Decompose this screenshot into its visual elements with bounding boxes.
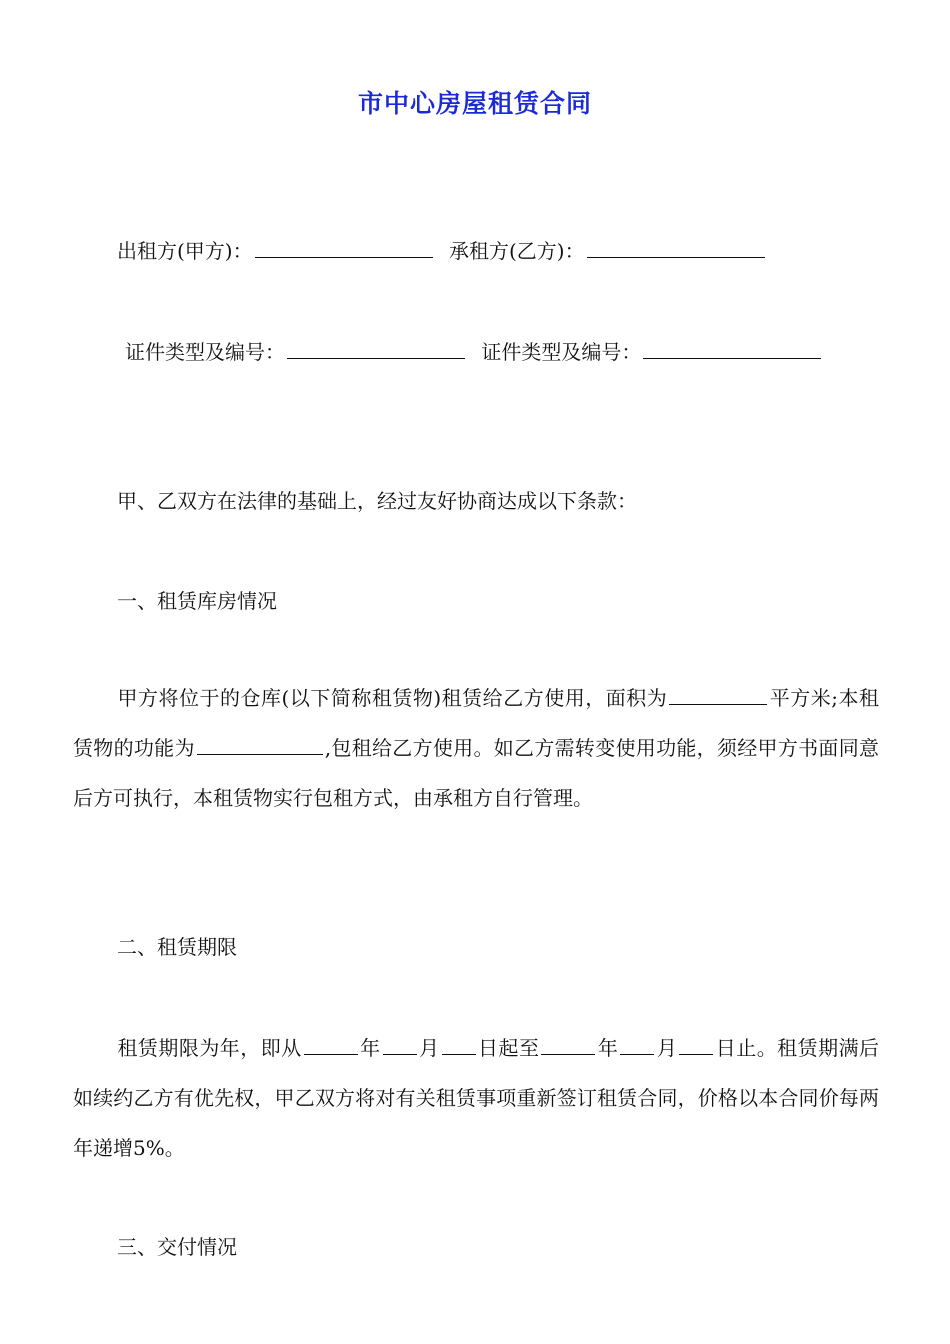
section2-paragraph [73,1023,879,1173]
section1-heading: 一、租赁库房情况 [117,589,277,613]
start-month-label: 月 [418,1036,440,1060]
end-month-label: 月 [656,1036,678,1060]
parties-line [117,234,767,268]
function-blank [197,732,323,755]
end-month-blank [620,1032,654,1055]
end-year-blank [541,1032,595,1055]
section2-heading: 二、租赁期限 [117,935,237,959]
renewal-text: 租赁期满后如续约乙方有优先权，甲乙双方将对有关租赁事项重新签订租赁合同，价格以本合同价每两年递增5%。 [73,1036,880,1160]
id-line [125,335,823,369]
start-year-blank [304,1032,358,1055]
lessee-label: 承租方(乙方)： [448,239,585,263]
section3-heading: 三、交付情况 [117,1235,237,1259]
start-year-label: 年 [359,1036,381,1060]
lessor-label: 出租方(甲方)： [117,239,253,263]
start-day-label: 日起至 [477,1036,540,1060]
section1-paragraph [73,673,879,823]
start-day-blank [442,1032,476,1055]
end-year-label: 年 [597,1036,619,1060]
section1-text-b: 平方米;本租赁物的功能为 [73,686,879,760]
lessee-blank [587,235,765,258]
lessor-id-label: 证件类型及编号： [125,340,285,364]
area-blank [669,682,767,705]
lessee-id-blank [643,336,821,359]
end-day-blank [679,1032,713,1055]
start-month-blank [383,1032,417,1055]
end-day-label: 日止。 [715,1036,778,1060]
lessee-id-label: 证件类型及编号： [481,340,642,364]
section1-text-a: 甲方将位于的仓库(以下简称租赁物)租赁给乙方使用，面积为 [117,686,668,710]
lessor-id-blank [287,336,465,359]
intro-text: 甲、乙双方在法律的基础上，经过友好协商达成以下条款： [117,489,637,513]
section1-text-c: ,包租给乙方使用。如乙方需转变使用功能，须经甲方书面同意后方可执行，本租赁物实行包租方式，由承租方自行管理。 [73,736,880,810]
document-title: 市中心房屋租赁合同 [357,89,592,118]
lessor-blank [255,235,433,258]
term-text: 租赁期限为年，即从 [117,1036,302,1060]
